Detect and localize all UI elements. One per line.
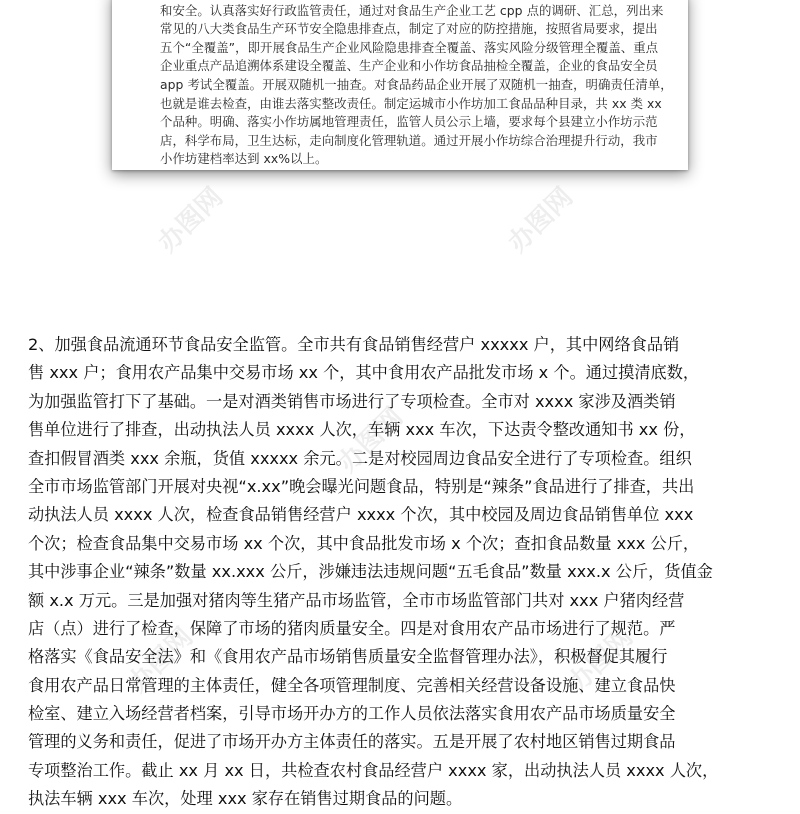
card-line: 店，科学布局，卫生达标，走向制度化管理轨道。通过开展小作坊综合治理提升行动，我市 bbox=[160, 132, 658, 148]
card-line: 个品种。明确、落实小作坊属地管理责任，监管人员公示上墙，要求每个县建立小作坊示范 bbox=[160, 114, 658, 130]
card-line: 也就是谁去检查，由谁去落实整改责任。制定运城市小作坊加工食品品种目录，共 xx 类 xx bbox=[160, 95, 662, 111]
body-line: 格落实《食品安全法》和《食用农产品市场销售质量安全监督管理办法》，积极督促其履行 bbox=[28, 647, 668, 667]
card-line: 和安全。认真落实好行政监管责任，通过对食品生产企业工艺 cpp 点的调研、汇总，列出来 bbox=[160, 2, 664, 18]
watermark: 办图网 bbox=[562, 622, 639, 699]
watermark: 办图网 bbox=[332, 402, 409, 479]
watermark: 办图网 bbox=[152, 182, 229, 259]
card-line: 企业重点产品追溯体系建设全覆盖、生产企业和小作坊食品抽检全覆盖，企业的食品安全员 bbox=[160, 58, 658, 74]
body-line: 全市市场监管部门开展对央视“x.xx”晚会曝光问题食品，特别是“辣条”食品进行了排查，共出 bbox=[28, 476, 695, 496]
body-line: 售 xxx 户；食用农产品集中交易市场 xx 个，其中食用农产品批发市场 x 个。通过摸清底数， bbox=[28, 363, 700, 383]
body-line: 其中涉事企业“辣条”数量 xx.xxx 公斤，涉嫌违法违规问题“五毛食品”数量 xxx.x 公斤，货值金 bbox=[28, 562, 713, 582]
body-line: 额 x.x 万元。三是加强对猪肉等生猪产品市场监管，全市市场监管部门共对 xxx 户猪肉经营 bbox=[28, 590, 685, 610]
watermark: 办图网 bbox=[502, 182, 579, 259]
card-line: app 考试全覆盖。开展双随机一抽查。对食品药品企业开展了双随机一抽查，明确责任清单， bbox=[160, 76, 673, 92]
body-line: 售单位进行了排查，出动执法人员 xxxx 人次，车辆 xxx 车次，下达责令整改通知书 xx 份， bbox=[28, 420, 696, 440]
body-line: 动执法人员 xxxx 人次，检查食品销售经营户 xxxx 个次，其中校园及周边食品销售单位 xxx bbox=[28, 505, 694, 525]
body-paragraph bbox=[28, 331, 788, 814]
document-card bbox=[112, 0, 688, 170]
body-line: 个次；检查食品集中交易市场 xx 个次，其中食品批发市场 x 个次；查扣食品数量 xxx 公斤， bbox=[28, 533, 700, 553]
body-line: 为加强监管打下了基础。一是对酒类销售市场进行了专项检查。全市对 xxxx 家涉及酒类销 bbox=[28, 391, 676, 411]
body-line: 专项整治工作。截止 xx 月 xx 日，共检查农村食品经营户 xxxx 家，出动执法人员 xxxx 人次， bbox=[28, 760, 719, 780]
body-line: 店（点）进行了检查，保障了市场的猪肉质量安全。四是对食用农产品市场进行了规范。严 bbox=[28, 618, 676, 638]
body-line: 2、加强食品流通环节食品安全监管。全市共有食品销售经营户 xxxxx 户，其中网络食品销 bbox=[28, 335, 680, 354]
body-line: 管理的义务和责任，促进了市场开办方主体责任的落实。五是开展了农村地区销售过期食品 bbox=[28, 732, 676, 752]
body-line: 检室、建立入场经营者档案，引导市场开办方的工作人员依法落实食用农产品市场质量安全 bbox=[28, 704, 676, 724]
card-line: 五个“全覆盖”，即开展食品生产企业风险隐患排查全覆盖、落实风险分级管理全覆盖、重点 bbox=[160, 39, 659, 55]
card-line: 小作坊建档率达到 xx%以上。 bbox=[160, 151, 328, 167]
body-line: 查扣假冒酒类 xxx 余瓶，货值 xxxxx 余元。二是对校园周边食品安全进行了专项检查。组织 bbox=[28, 448, 692, 468]
watermark: 办图网 bbox=[122, 622, 199, 699]
card-line: 常见的八大类食品生产环节安全隐患排查点，制定了对应的防控措施，按照省局要求，提出 bbox=[160, 21, 658, 37]
card-paragraph bbox=[160, 0, 673, 169]
body-line: 执法车辆 xxx 车次，处理 xxx 家存在销售过期食品的问题。 bbox=[28, 789, 463, 809]
body-line: 食用农产品日常管理的主体责任，健全各项管理制度、完善相关经营设备设施、建立食品快 bbox=[28, 675, 676, 695]
